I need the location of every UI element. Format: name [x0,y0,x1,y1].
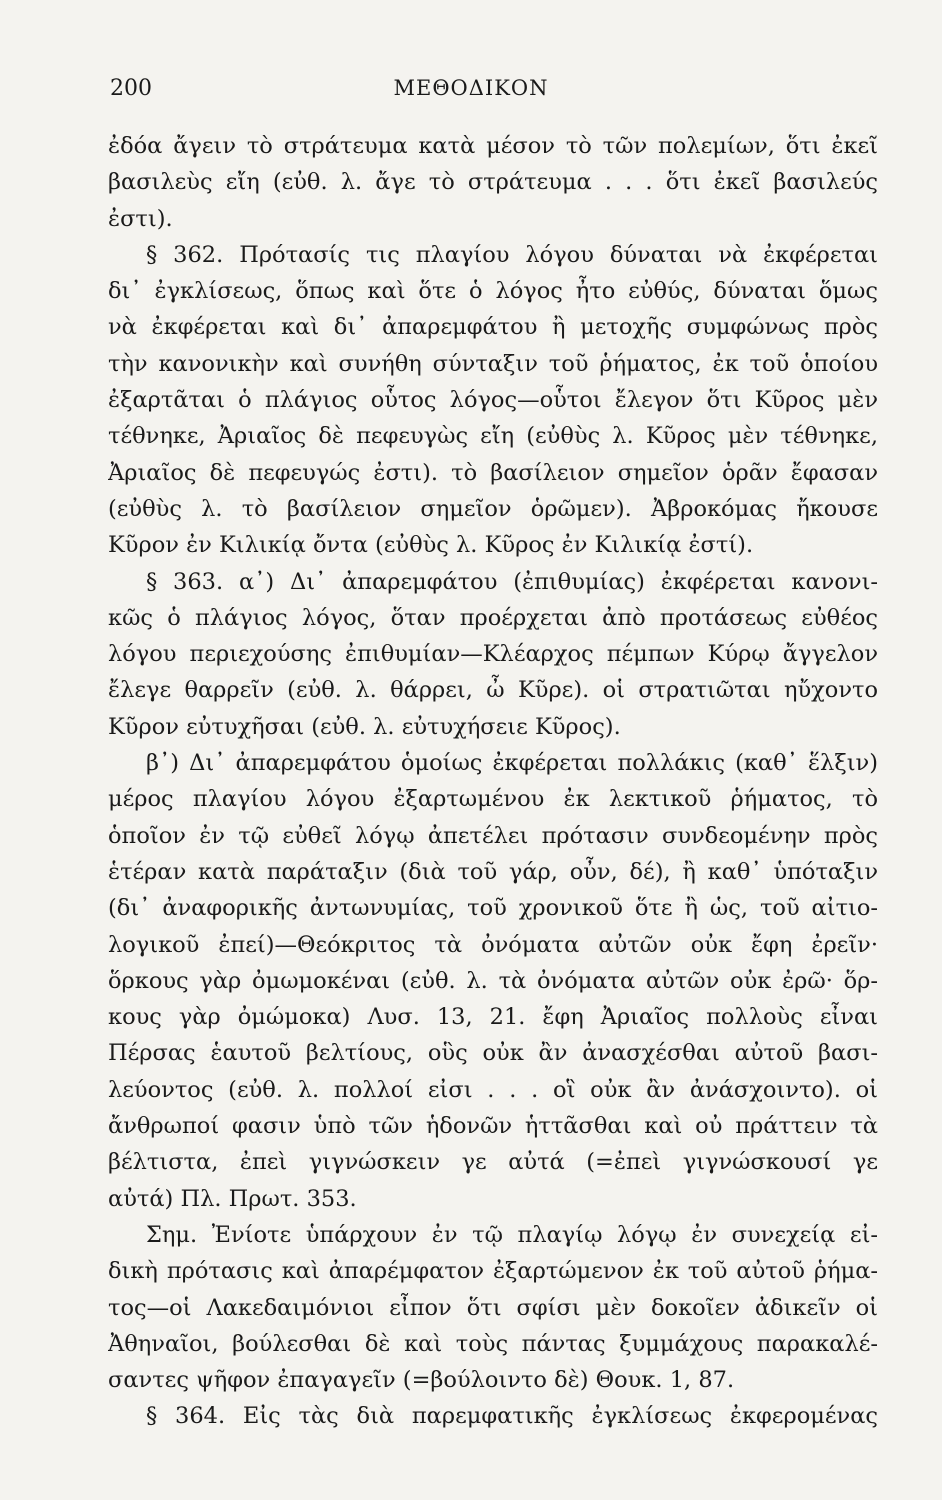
text-line: τὴν κανονικὴν καὶ συνήθη σύνταξιν τοῦ ῥήματος, ἐκ τοῦ ὁποίου [108,350,878,377]
running-title: ΜΕΘΟΔΙΚΟΝ [393,76,549,100]
text-line: βασιλεὺς εἴη (εὐθ. λ. ἄγε τὸ στράτευμα . . . ὅτι ἐκεῖ βασιλεύς [108,169,878,196]
text-line: βέλτιστα, ἐπεὶ γιγνώσκειν γε αὐτά (=ἐπεὶ γιγνώσκουσί γε [108,1149,878,1176]
text-line: (εὐθὺς λ. τὸ βασίλειον σημεῖον ὁρῶμεν). Ἀβροκόμας ἤκουσε [108,495,878,522]
text-line: ὅρκους γὰρ ὀμωμοκέναι (εὐθ. λ. τὰ ὀνόματα αὐτῶν οὐκ ἐρῶ· ὅρ- [108,967,878,994]
text-line: § 363. α᾽) Δι᾽ ἀπαρεμφάτου (ἐπιθυμίας) ἐκφέρεται κανονι- [146,568,878,595]
text-line: λεύοντος (εὐθ. λ. πολλοί εἰσι . . . οἳ οὐκ ἂν ἀνάσχοιντο). οἱ [108,1076,878,1103]
text-line: Κῦρον ἐν Κιλικίᾳ ὄντα (εὐθὺς λ. Κῦρος ἐν Κιλικίᾳ ἐστί). [108,532,754,559]
text-line: Ἀριαῖος δὲ πεφευγώς ἐστι). τὸ βασίλειον σημεῖον ὁρᾶν ἔφασαν [108,459,878,486]
text-line: ἐδόα ἄγειν τὸ στράτευμα κατὰ μέσον τὸ τῶν πολεμίων, ὅτι ἐκεῖ [108,133,878,159]
text-line: νὰ ἐκφέρεται καὶ δι᾽ ἀπαρεμφάτου ἢ μετοχῆς συμφώνως πρὸς [108,314,878,341]
text-line: κῶς ὁ πλάγιος λόγος, ὅταν προέρχεται ἀπὸ προτάσεως εὐθέος [108,604,878,631]
page-number: 200 [110,76,152,101]
body-text [108,128,878,1435]
text-line: ὁποῖον ἐν τῷ εὐθεῖ λόγῳ ἀπετέλει πρότασιν συνδεομένην πρὸς [108,822,878,849]
page-header [0,68,942,108]
text-line: § 362. Πρότασίς τις πλαγίου λόγου δύναται νὰ ἐκφέρεται [146,241,878,268]
text-line: δι᾽ ἐγκλίσεως, ὅπως καὶ ὅτε ὁ λόγος ἦτο εὐθύς, δύναται ὅμως [108,278,878,305]
text-line: Κῦρον εὐτυχῆσαι (εὐθ. λ. εὐτυχήσειε Κῦρος). [108,713,621,740]
text-line: τέθνηκε, Ἀριαῖος δὲ πεφευγὼς εἴη (εὐθὺς λ. Κῦρος μὲν τέθνηκε, [108,423,878,450]
text-line: (δι᾽ ἀναφορικῆς ἀντωνυμίας, τοῦ χρονικοῦ ὅτε ἢ ὡς, τοῦ αἰτιο- [108,895,878,922]
text-line: § 364. Εἰς τὰς διὰ παρεμφατικῆς ἐγκλίσεως ἐκφερομένας [146,1403,878,1430]
text-line: δικὴ πρότασις καὶ ἀπαρέμφατον ἐξαρτώμενον ἐκ τοῦ αὐτοῦ ῥήμα- [108,1258,878,1285]
text-line: ἄνθρωποί φασιν ὑπὸ τῶν ἡδονῶν ἡττᾶσθαι καὶ οὐ πράττειν τὰ [108,1113,878,1140]
text-line: ἔλεγε θαρρεῖν (εὐθ. λ. θάρρει, ὦ Κῦρε). οἱ στρατιῶται ηὔχοντο [108,677,878,704]
text-line: ἐξαρτᾶται ὁ πλάγιος οὗτος λόγος—οὗτοι ἔλεγον ὅτι Κῦρος μὲν [108,387,878,414]
text-line: κους γὰρ ὀμώμοκα) Λυσ. 13, 21. ἔφη Ἀριαῖος πολλοὺς εἶναι [108,1004,878,1031]
text-line: Πέρσας ἑαυτοῦ βελτίους, οὓς οὐκ ἂν ἀνασχέσθαι αὐτοῦ βασι- [108,1040,878,1067]
text-line: τος—οἱ Λακεδαιμόνιοι εἶπον ὅτι σφίσι μὲν δοκοῖεν ἀδικεῖν οἱ [108,1294,878,1321]
text-line: β᾽) Δι᾽ ἀπαρεμφάτου ὁμοίως ἐκφέρεται πολλάκις (καθ᾽ ἕλξιν) [146,750,878,777]
text-line: μέρος πλαγίου λόγου ἐξαρτωμένου ἐκ λεκτικοῦ ῥήματος, τὸ [108,786,878,813]
text-line: λογικοῦ ἐπεί)—Θεόκριτος τὰ ὀνόματα αὐτῶν οὐκ ἔφη ἐρεῖν· [108,931,878,958]
text-line: ἐστι). [108,205,173,232]
text-line: Σημ. Ἐνίοτε ὑπάρχουν ἐν τῷ πλαγίῳ λόγῳ ἐν συνεχείᾳ εἰ- [146,1221,878,1248]
text-line: λόγου περιεχούσης ἐπιθυμίαν—Κλέαρχος πέμπων Κύρῳ ἄγγελον [108,641,878,668]
text-line: σαντες ψῆφον ἐπαγαγεῖν (=βούλοιντο δὲ) Θουκ. 1, 87. [108,1367,735,1394]
text-line: ἑτέραν κατὰ παράταξιν (διὰ τοῦ γάρ, οὖν, δέ), ἢ καθ᾽ ὑπόταξιν [108,858,878,885]
text-line: αὐτά) Πλ. Πρωτ. 353. [108,1185,357,1212]
text-line: Ἀθηναῖοι, βούλεσθαι δὲ καὶ τοὺς πάντας ξυμμάχους παρακαλέ- [108,1330,878,1357]
